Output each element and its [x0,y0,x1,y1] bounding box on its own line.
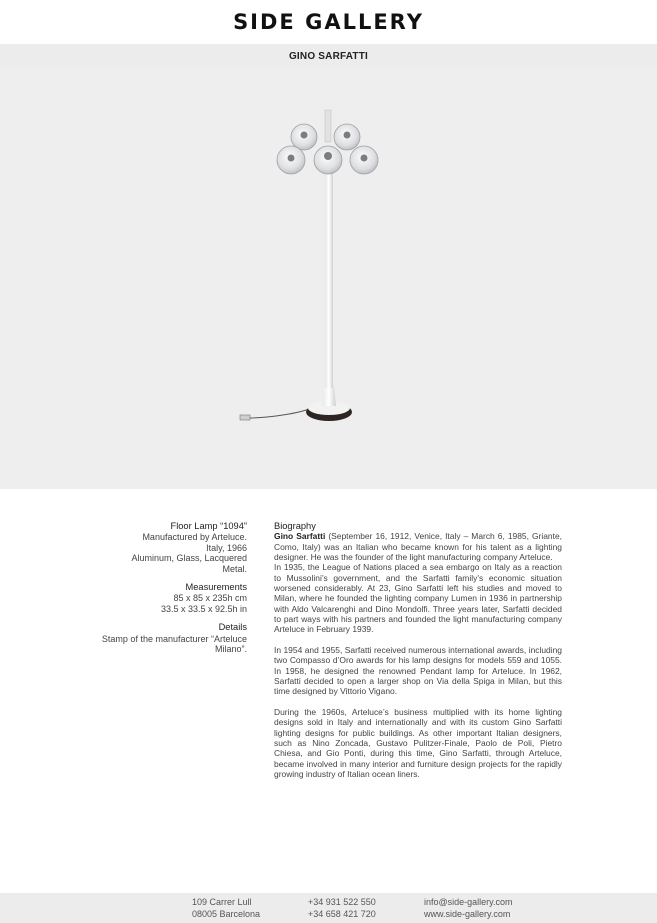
brand-logo: SIDE GALLERY [233,10,424,34]
website-link[interactable]: www.side-gallery.com [424,908,511,919]
email-link[interactable]: info@side-gallery.com [424,897,513,907]
details-heading: Details [218,622,247,633]
artist-name-bold: Gino Sarfatti [274,531,326,542]
product-title: Floor Lamp “1094” [170,521,247,531]
biography-text: (September 16, 1912, Venice, Italy – March 6, 1985, Griante, Como, Italy) was an Italian who became known for his talent as a lighting designer. He was the founder of the light manufacturing company Arteluce. [274,531,562,563]
footer [0,893,657,923]
header [0,0,657,44]
biography [274,521,562,780]
detail-line: Manufactured by Arteluce. [142,532,247,543]
address-line: 109 Carrer Lull [192,897,252,907]
measurement-line: 85 x 85 x 235h cm [173,593,247,604]
measurements-heading: Measurements [185,582,247,593]
address-line: 08005 Barcelona [192,908,261,919]
detail-line: Italy, 1966 [206,542,247,553]
floor-lamp-photo [0,68,657,489]
footer-address [192,897,260,920]
biography-paragraph: During the 1960s, Arteluce’s business multiplied with its home lighting designs sold in Italy and internationally and with its custom Gino Sarfatti lighting designs for public buildings. As other important Italian designers, such as Nino Zoncada, Gustavo Pulitzer-Finale, Paolo de Poli, Pietro Chiesa, and Gio Ponti, during this time, Gino Sarfatti, through Arteluce, became involved in many interior and furniture design projects for the rapidly growing industry of Italian ocean liners. [274,707,562,780]
biography-paragraph: In 1935, the League of Nations placed a sea embargo on Italy as a reaction to Mussolini’s government, and the Sarfatti family’s economic situation worsened considerably. At 23, Gino Sarfatti left his studies and moved to Milan, where he founded the lighting company Lumen in 1936 in partnership with Aldo Valcarenghi and Dino Mondolfi. Three years later, Sarfatti decided to part ways with his partners and founded the light manufacturing company Arteluce in February 1939. [274,562,562,635]
detail-line: Aluminum, Glass, Lacquered [131,553,247,564]
measurement-line: 33.5 x 33.5 x 92.5h in [160,603,247,614]
details-line: Stamp of the manufacturer “Arteluce [101,633,247,644]
details-line: Milano”. [214,644,247,655]
phone-number[interactable]: +34 658 421 720 [308,908,376,919]
artist-name: GINO SARFATTI [0,44,657,68]
footer-contacts [424,897,513,920]
phone-number[interactable]: +34 931 522 550 [308,897,376,907]
product-details [77,521,247,662]
biography-paragraph: In 1954 and 1955, Sarfatti received numerous international awards, including two Compasso d’Oro awards for his lamp designs for models 559 and 1055. In 1958, he designed the renowned Pendant lamp for Arteluce. In 1962, Sarfatti decided to open a larger shop on Via della Spiga in Milan, but this time designed by Vittorio Vigano. [274,645,562,697]
footer-phones [308,897,376,920]
biography-paragraph [274,531,562,562]
biography-heading: Biography [274,521,316,531]
detail-line: Metal. [222,563,247,574]
